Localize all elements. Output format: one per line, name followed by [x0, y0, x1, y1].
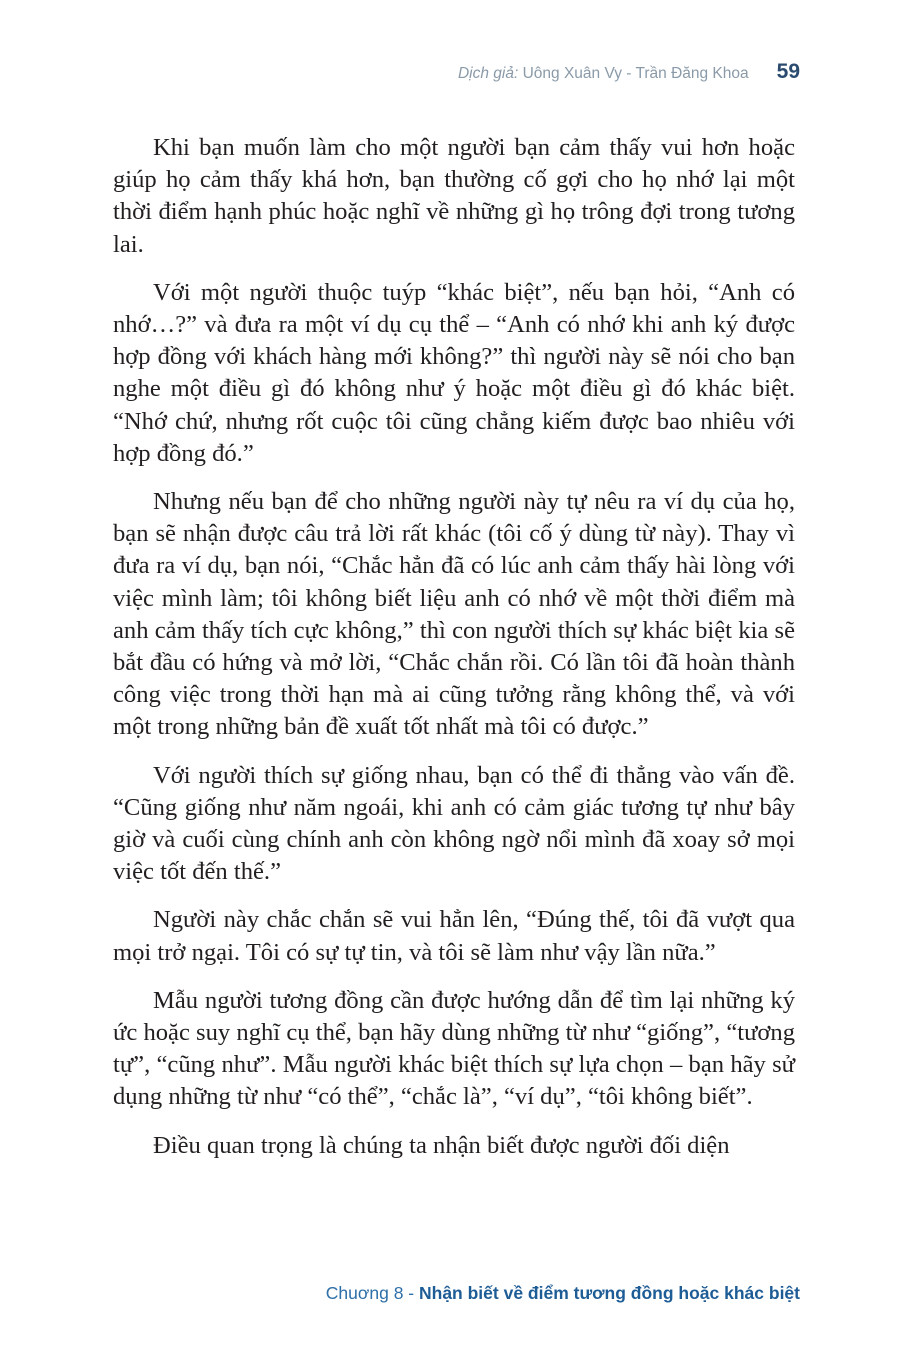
paragraph: Khi bạn muốn làm cho một người bạn cảm thấy vui hơn hoặc giúp họ cảm thấy khá hơn, bạn thường cố gợi cho họ nhớ lại một thời điểm hạnh phúc hoặc nghĩ về những gì họ trông đợi trong tương lai.	[113, 134, 795, 258]
page-number: 59	[776, 60, 800, 83]
translator-credit	[458, 60, 749, 88]
paragraph: Nhưng nếu bạn để cho những người này tự nêu ra ví dụ của họ, bạn sẽ nhận được câu trả lời rất khác (tôi cố ý dùng từ này). Thay vì đưa ra ví dụ, bạn nói, “Chắc hẳn đã có lúc anh cảm thấy hài lòng với việc mình làm; tôi không biết liệu anh có nhớ về một thời điểm mà anh cảm thấy tích cực không,” thì con người thích sự khác biệt kia sẽ bắt đầu có hứng và mở lời, “Chắc chắn rồi. Có lần tôi đã hoàn thành công việc trong thời hạn mà ai cũng tưởng rằng không thể, và với một trong những bản đề xuất tốt nhất mà tôi có được.”	[113, 488, 795, 741]
running-footer	[326, 1279, 800, 1307]
paragraph: Người này chắc chắn sẽ vui hẳn lên, “Đúng thế, tôi đã vượt qua mọi trở ngại. Tôi có sự tự tin, và tôi sẽ làm như vậy lần nữa.”	[113, 906, 795, 966]
chapter-title: Nhận biết về điểm tương đồng hoặc khác biệt	[419, 1283, 800, 1303]
paragraph: Với một người thuộc tuýp “khác biệt”, nếu bạn hỏi, “Anh có nhớ…?” và đưa ra một ví dụ cụ thể – “Anh có nhớ khi anh ký được hợp đồng với khách hàng mới không?” thì người này sẽ nói cho bạn nghe một điều gì đó không như ý hoặc một điều gì đó khác biệt. “Nhớ chứ, nhưng rốt cuộc tôi cũng chẳng kiếm được bao nhiêu với hợp đồng đó.”	[113, 278, 795, 467]
translator-label: Dịch giả:	[457, 65, 519, 82]
body-text	[113, 132, 795, 1178]
chapter-label: Chuơng 8 -	[325, 1283, 415, 1303]
paragraph: Mẫu người tương đồng cần được hướng dẫn để tìm lại những ký ức hoặc suy nghĩ cụ thể, bạn hãy dùng những từ như “giống”, “tương tự”, “cũng như”. Mẫu người khác biệt thích sự lựa chọn – bạn hãy sử dụng những từ như “có thể”, “chắc là”, “ví dụ”, “tôi không biết”.	[113, 986, 795, 1111]
running-header	[458, 57, 800, 88]
translator-names: Uông Xuân Vy - Trần Đăng Khoa	[522, 65, 749, 82]
paragraph: Điều quan trọng là chúng ta nhận biết được người đối diện	[153, 1131, 730, 1159]
paragraph: Với người thích sự giống nhau, bạn có thể đi thẳng vào vấn đề. “Cũng giống như năm ngoái, khi anh có cảm giác tương tự như bây giờ và cuối cùng chính anh còn không ngờ nổi mình đã xoay sở mọi việc tốt đến thế.”	[113, 761, 795, 886]
